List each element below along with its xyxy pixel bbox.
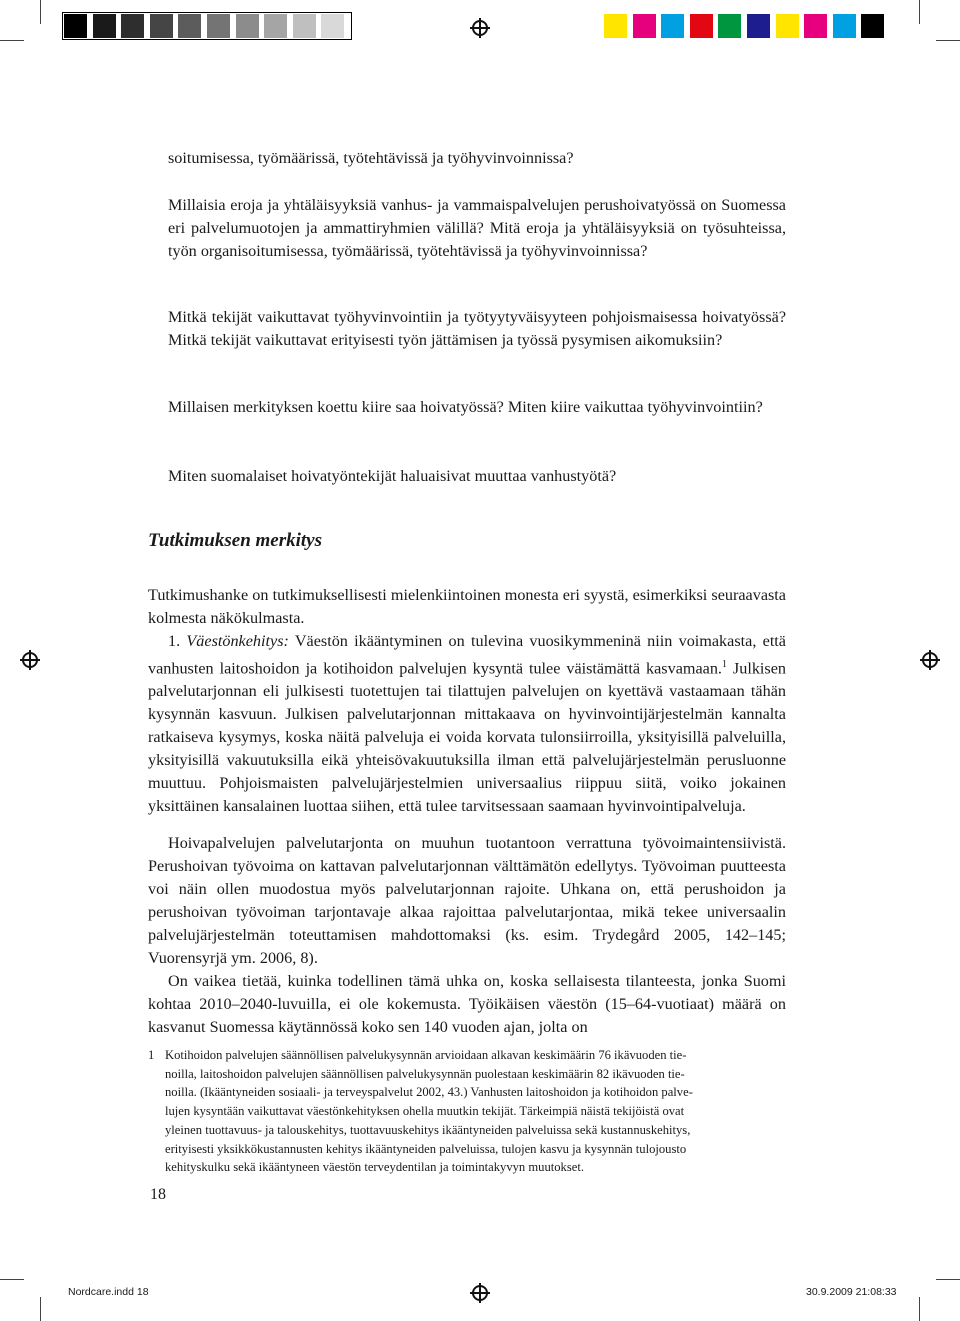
slug-timestamp: 30.9.2009 21:08:33: [806, 1286, 897, 1298]
body-text: Väestön ikääntyminen on tulevina vuosikymmeninä niin voimakasta, että vanhusten laitoshoidon ja kotihoidon palvelujen kysyntä tulee väistämättä kasvamaan.: [148, 632, 786, 678]
question-paragraph: Mitkä tekijät vaikuttavat työhyvinvointiin ja työtyytyväisyyteen pohjoismaisessa hoivatyössä? Mitkä tekijät vaikuttavat erityisesti työn jättämisen ja työssä pysymisen aikomuksiin?: [168, 308, 786, 349]
registration-mark-bottom-icon: [472, 1285, 488, 1301]
gray-swatch: [321, 14, 344, 38]
gray-swatch: [293, 14, 316, 38]
color-swatch: [633, 14, 656, 38]
crop-mark: [936, 40, 960, 41]
footnote-line: Kotihoidon palvelujen säännöllisen palvelukysynnän arvioidaan alkavan keskimäärin 76 ikävuoden tie-: [165, 1048, 687, 1062]
footnote-line: noilla. (Ikääntyneiden sosiaali- ja terveyspalvelut 2002, 43.) Vanhusten laitoshoidon ja kotihoidon palve-: [165, 1085, 693, 1100]
crop-mark: [919, 1297, 920, 1321]
gray-swatch: [121, 14, 144, 38]
body-text: Julkisen palvelutarjonnan eli julkisesti tuotettujen tai tilattujen palvelujen on kyettävä vastaamaan tähän kysynnän kasvuun. Julkisen palvelutarjonnan mittakaava on hyvinvointijärjestelmän kannalta ratkaiseva kysymys, koska näitä palveluja ei voida korvata tulonsiirroilla, yksityisillä palveluilla, yksityisillä vakuutuksilla eikä yhteisövakuutuksilla ilman että palvelujärjestelmän perusluonne muuttuu. Pohjoismaisten palvelujärjestelmien universaalius riippuu siitä, voiko jokainen yksittäinen kansalainen luottaa siihen, että tulee tarvitsessaan saamaan hyvinvointipalveluja.: [148, 659, 786, 816]
gray-swatch: [236, 14, 259, 38]
question-paragraph: Miten suomalaiset hoivatyöntekijät haluaisivat muuttaa vanhustyötä?: [168, 467, 617, 485]
footnote-line: kehityskulku sekä ikääntyneen väestön terveydentilan ja toimintakyvyn muutokset.: [165, 1160, 584, 1175]
color-swatch: [861, 14, 884, 38]
footnote-line: yleinen tuottavuus- ja talouskehitys, tuottavuuskehitys ikääntyneiden palveluissa sekä kustannuskehitys,: [165, 1122, 691, 1137]
body-paragraph-1: [148, 630, 786, 818]
page-number: 18: [150, 1186, 166, 1203]
crop-mark: [40, 1297, 41, 1321]
section-heading: Tutkimuksen merkitys: [148, 530, 323, 551]
color-swatch: [604, 14, 627, 38]
color-swatch: [776, 14, 799, 38]
body-paragraph-2: Hoivapalvelujen palvelutarjonta on muuhun tuotantoon verrattuna työvoimaintensiivistä. Perushoivan työvoima on kattavan palvelutarjonnan välttämätön edellytys. Työvoiman puutteesta voi näin ollen muodostua myös palvelutarjonnan rajoite. Uhkana on, että perushoidon ja perushoivan työvoiman tarjontavaje alkaa rajoittaa palvelutarjontaa, mikä tekee universaalin palvelujärjestelmän toteuttamisen mahdottomaksi (ks. esim. Trydegård 2005, 142–145; Vuorensyrjä ym. 2006, 8).: [148, 834, 786, 967]
body-paragraph-3: On vaikea tietää, kuinka todellinen tämä uhka on, koska sellaisesta tilanteesta, jonka Suomi kohtaa 2010–2040-luvuilla, ei ole kokemusta. Työikäisen väestön (15–64-vuotiaat) määrä on kasvanut Suomessa käytännössä koko sen 140 vuoden ajan, jolta on: [148, 972, 786, 1036]
footnote-line: erityisesti yksikkökustannusten kehitys ikääntyneiden palveluissa, tulojen kasvu ja kysynnän tulojousto: [165, 1141, 687, 1156]
color-swatch: [690, 14, 713, 38]
footnote-line: lujen kysyntään vaikuttavat väestönkehityksen ohella muutkin tekijät. Tärkeimpiä näistä tekijöistä ovat: [165, 1104, 685, 1119]
footnote-text: [165, 1046, 786, 1177]
gray-swatch: [264, 14, 287, 38]
body-paragraph-intro: Tutkimushanke on tutkimuksellisesti mielenkiintoinen monesta eri syystä, esimerkiksi seuraavasta kolmesta näkökulmasta.: [148, 586, 786, 627]
registration-mark-left-icon: [22, 652, 38, 668]
footnote-ref[interactable]: 1: [721, 659, 727, 670]
gray-swatch: [64, 14, 87, 38]
question-paragraph: Millaisen merkityksen koettu kiire saa hoivatyössä? Miten kiire vaikuttaa työhyvinvointiin?: [168, 398, 763, 416]
question-paragraph: Millaisia eroja ja yhtäläisyyksiä vanhus- ja vammaispalvelujen perushoivatyössä on Suomessa eri palvelumuotojen ja ammattiryhmien välillä? Mitä eroja ja yhtäläisyyksiä on työsuhteissa, työn organisoitumisessa, työmäärissä, työtehtävissä ja työhyvinvoinnissa?: [168, 196, 786, 260]
question-continuation: soitumisessa, työmäärissä, työtehtävissä ja työhyvinvoinnissa?: [168, 149, 574, 167]
crop-mark: [0, 1279, 24, 1280]
gray-swatch: [150, 14, 173, 38]
color-swatch: [661, 14, 684, 38]
footnote-line: noilla, laitoshoidon palvelujen säännöllisen palvelukysynnän puolestaan keskimäärin 82 ikävuoden tie-: [165, 1066, 685, 1081]
registration-mark-top-icon: [472, 20, 488, 36]
list-number: 1.: [168, 632, 181, 650]
color-swatch: [747, 14, 770, 38]
crop-mark: [919, 0, 920, 24]
color-swatch: [804, 14, 827, 38]
crop-mark: [40, 0, 41, 24]
crop-mark: [0, 40, 24, 41]
slug-filename: Nordcare.indd 18: [68, 1286, 149, 1298]
footnote: [148, 1046, 786, 1177]
color-swatch: [833, 14, 856, 38]
gray-swatch: [93, 14, 116, 38]
footnote-number: 1: [148, 1048, 155, 1062]
crop-mark: [936, 1279, 960, 1280]
gray-swatch: [207, 14, 230, 38]
color-swatch: [718, 14, 741, 38]
gray-swatch: [178, 14, 201, 38]
registration-mark-right-icon: [922, 652, 938, 668]
term-label: Väestönkehitys:: [186, 632, 289, 650]
